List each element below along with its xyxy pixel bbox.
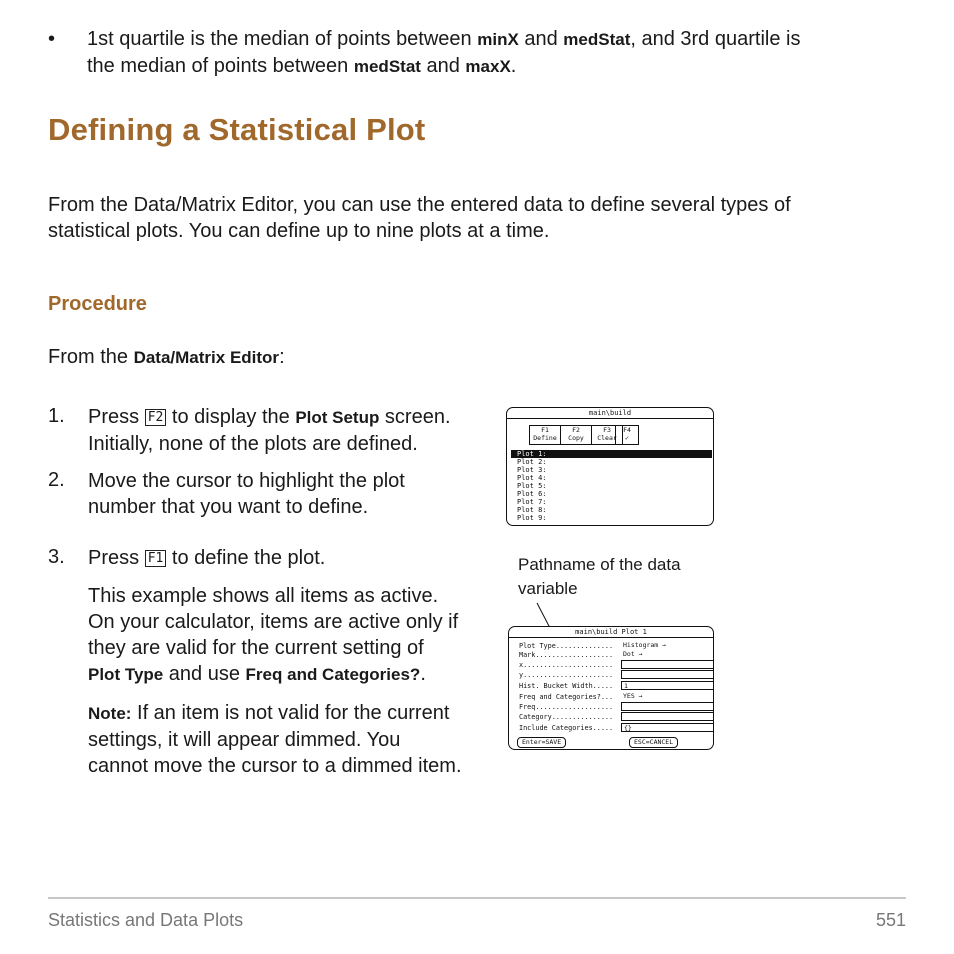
fkey-copy [560,425,592,445]
screen1-title: main\build [588,409,632,417]
step-2-number: 2. [48,469,65,491]
example-line-2: On your calculator, items are active only if [88,611,459,633]
freq-categories-term: Freq and Categories? [245,665,421,684]
example-line-1: This example shows all items as active. [88,585,439,607]
field-label: x...................... [519,661,614,669]
bullet-dot: • [48,28,56,50]
field-label: y...................... [519,671,614,679]
plot-row: Plot 5: [517,482,547,490]
plot-row: Plot 6: [517,490,547,498]
fkey-copy-label: F2 [572,426,580,434]
bullet-text-2c: . [510,55,517,77]
from-pre: From the [48,346,134,368]
check-icon: ✓ [625,434,629,442]
enter-save-button: Enter=SAVE [517,737,566,748]
editor-name: Data/Matrix Editor [133,348,280,367]
minx-term: minX [477,30,519,49]
caption-line-1: Pathname of the data [518,555,681,574]
define-plot-screen [508,626,714,750]
step-1-mid: to display the [166,406,296,428]
category-field [621,712,713,721]
fkey-define-label: F1 [541,426,549,434]
step-3-number: 3. [48,546,65,568]
footer-chapter-title: Statistics and Data Plots [48,910,244,930]
footer-rule [48,897,906,899]
freq-categories-value: YES → [623,692,643,700]
fkey-clear-caption: Clear [597,434,617,442]
screen-caption [518,553,681,601]
plot-type-value: Histogram → [623,641,667,649]
bucket-width-field: 1 [621,681,713,690]
maxx-term: maxX [465,57,511,76]
note-paragraph [88,700,462,779]
step-1-text [88,404,451,457]
from-line [48,346,285,369]
screen1-title-rule [507,418,713,419]
field-label: Freq................... [519,703,614,711]
include-categories-field: {} [621,723,713,732]
field-label: Include Categories..... [519,724,614,732]
field-label: Freq and Categories?... [519,693,614,701]
field-label: Category............... [519,713,614,721]
field-label: Plot Type.............. [519,642,614,650]
plot-setup-screen [506,407,714,526]
page-number: 551 [875,910,906,930]
note-text-1: If an item is not valid for the current [131,702,450,724]
step-2-line-1: Move the cursor to highlight the plot [88,470,405,492]
fkey-copy-caption: Copy [568,434,584,442]
example-mid: and use [163,663,246,685]
example-line-3: they are valid for the current setting of [88,637,424,659]
bullet-line-2 [87,53,917,80]
plot-row: Plot 7: [517,498,547,506]
f1-key-icon: F1 [145,550,167,567]
mark-value: Dot → [623,650,643,658]
bullet-text-2a: the median of points between [87,55,354,77]
from-post: : [279,346,285,368]
field-label: Mark................... [519,651,614,659]
note-line-2: settings, it will appear dimmed. You [88,729,401,751]
step-1-line-1 [88,404,451,431]
freq-field [621,702,713,711]
intro-line-1: From the Data/Matrix Editor, you can use the entered data to define several types of [48,194,791,216]
procedure-heading: Procedure [48,293,147,315]
plot-row: Plot 2: [517,458,547,466]
screen2-title-rule [509,637,713,638]
plot-type-term: Plot Type [88,665,164,684]
plot-row: Plot 9: [517,514,547,522]
bullet-text-1a: 1st quartile is the median of points between [87,28,478,50]
field-label: Hist. Bucket Width..... [519,682,614,690]
plot-row: Plot 8: [517,506,547,514]
intro-line-2: statistical plots. You can define up to nine plots at a time. [48,220,550,242]
f2-key-icon: F2 [145,409,167,426]
example-paragraph [88,583,458,688]
step-3-post: to define the plot. [166,547,326,569]
bullet-text [87,26,917,80]
example-end: . [420,663,426,685]
bullet-line-1 [87,26,917,53]
fkey-check-label: F4 [623,426,631,434]
step-2-line-2: number that you want to define. [88,496,369,518]
bullet-text-1b: and [518,28,564,50]
note-label: Note: [88,704,132,723]
fkey-check [615,425,639,445]
caption-line-2: variable [518,579,578,598]
step-1-pre: Press [88,406,145,428]
y-field [621,670,713,679]
screen2-title: main\build Plot 1 [575,628,647,636]
step-1-post: screen. [379,406,451,428]
note-line-3: cannot move the cursor to a dimmed item. [88,755,462,777]
fkey-clear-label: F3 [603,426,611,434]
fkey-define [529,425,561,445]
note-line-1 [88,700,462,727]
step-2-text [88,468,405,520]
section-heading: Defining a Statistical Plot [48,112,426,147]
esc-cancel-button: ESC=CANCEL [629,737,678,748]
bullet-text-1c: , and 3rd quartile is [630,28,801,50]
fkey-define-caption: Define [533,434,557,442]
step-1-number: 1. [48,405,65,427]
plot-setup-term: Plot Setup [295,408,380,427]
step-3-text [88,545,325,571]
medstat-term: medStat [563,30,631,49]
x-field [621,660,713,669]
plot-row: Plot 4: [517,474,547,482]
plot-row: Plot 3: [517,466,547,474]
step-1-line-2: Initially, none of the plots are defined. [88,433,418,455]
medstat-term-2: medStat [353,57,421,76]
step-3-pre: Press [88,547,145,569]
intro-paragraph [48,192,908,244]
example-line-4 [88,661,458,688]
plot-row-selected: Plot 1: [511,450,712,458]
bullet-text-2b: and [420,55,466,77]
